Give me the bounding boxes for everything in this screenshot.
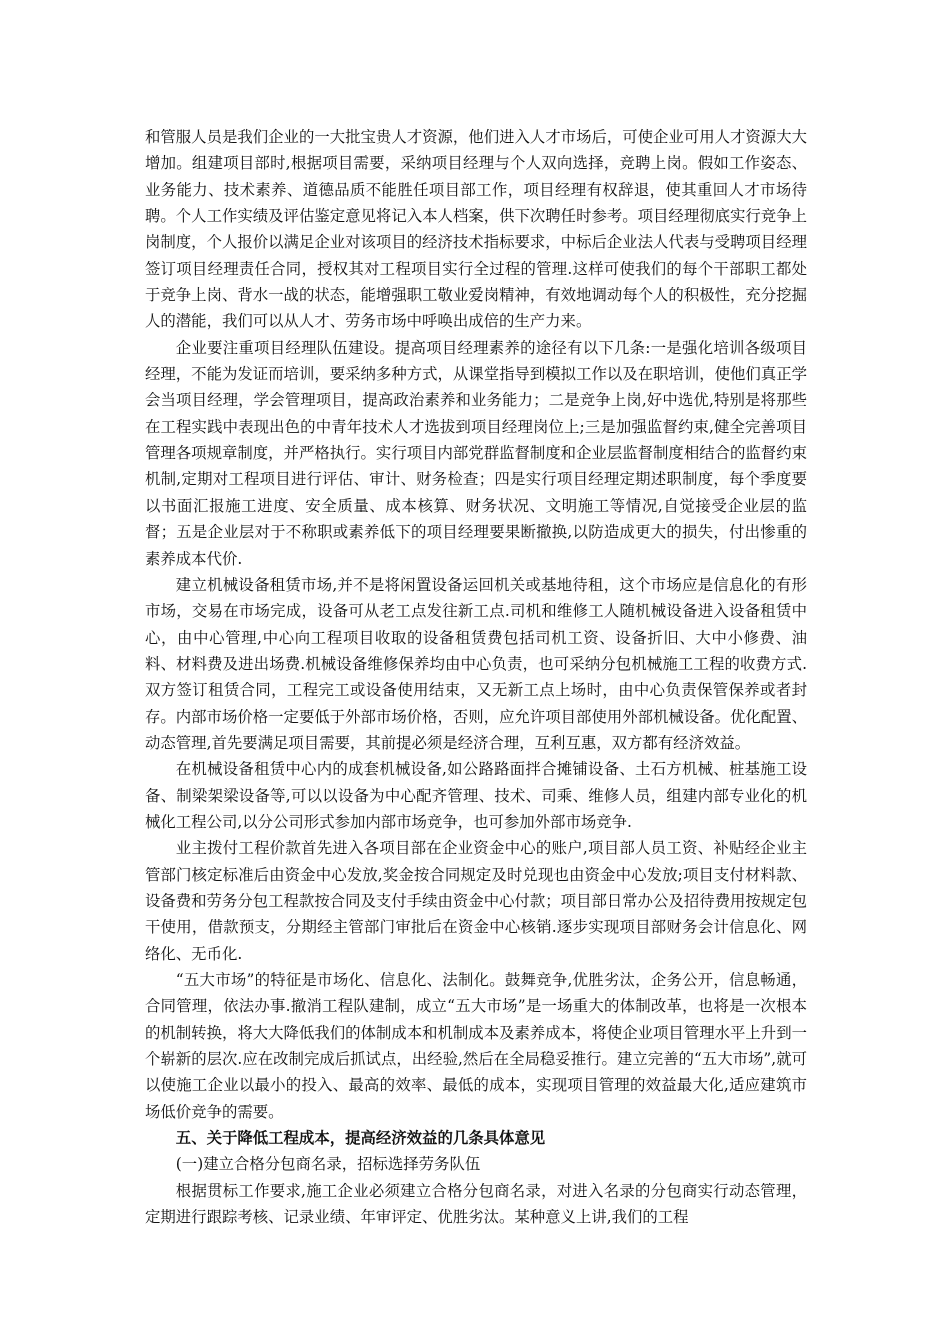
paragraph-talent-market: 和管服人员是我们企业的一大批宝贵人才资源，他们进入人才市场后，可使企业可用人才资源大大增加。组建项目部时,根据项目需要，采纳项目经理与个人双向选择，竞聘上岗。假如工作姿态、业务能力、技术素养、道德品质不能胜任项目部工作，项目经理有权辞退，使其重回人才市场待聘。个人工作实绩及评估鉴定意见将记入本人档案，供下次聘任时参考。项目经理彻底实行竞争上岗制度，个人报价以满足企业对该项目的经济技术指标要求，中标后企业法人代表与受聘项目经理签订项目经理责任合同，授权其对工程项目实行全过程的管理.这样可使我们的每个干部职工都处于竞争上岗、背水一战的状态，能增强职工敬业爱岗精神，有效地调动每个人的积极性，充分挖掘人的潜能，我们可以从人才、劳务市场中呼唤出成倍的生产力来。 — [145, 128, 807, 331]
paragraph-fund-center: 业主拨付工程价款首先进入各项目部在企业资金中心的账户,项目部人员工资、补贴经企业主管部门核定标准后由资金中心发放,奖金按合同规定及时兑现也由资金中心发放;项目支付材料款、设备费和劳务分包工程款按合同及支付手续由资金中心付款；项目部日常办公及招待费用按规定包干使用，借款预支，分期经主管部门审批后在资金中心核销.逐步实现项目部财务会计信息化、网络化、无币化. — [145, 839, 807, 963]
subsection-heading: (一)建立合格分包商名录，招标选择劳务队伍 — [175, 1155, 481, 1174]
paragraph-five-markets: “五大市场”的特征是市场化、信息化、法制化。鼓舞竞争,优胜劣汰，企务公开，信息畅通，合同管理，依法办事.撤消工程队建制，成立“五大市场”是一场重大的体制改革，也将是一次根本的机制转换，将大大降低我们的体制成本和机制成本及素养成本，将使企业项目管理水平上升到一个崭新的层次.应在改制完成后抓试点，出经验,然后在全局稳妥推行。建立完善的“五大市场”,就可以使施工企业以最小的投入、最高的效率、最低的成本，实现项目管理的效益最大化,适应建筑市场低价竞争的需要。 — [145, 971, 807, 1121]
paragraph-project-manager: 企业要注重项目经理队伍建设。提高项目经理素养的途径有以下几条:一是强化培训各级项目经理，不能为发证而培训，要采纳多种方式，从课堂指导到模拟工作以及在职培训，使他们真正学会当项目经理，学会管理项目，提高政治素养和业务能力；二是竞争上岗,好中选优,特别是将那些在工程实践中表现出色的中青年技术人才选拔到项目经理岗位上;三是加强监督约束,健全完善项目管理各项规章制度，并严格执行。实行项目内部党群监督制度和企业层监督制度相结合的监督约束机制,定期对工程项目进行评估、审计、财务检查；四是实行项目经理定期述职制度，每个季度要以书面汇报施工进度、安全质量、成本核算、财务状况、文明施工等情况,自觉接受企业层的监督；五是企业层对于不称职或素养低下的项目经理要果断撤换,以防造成更大的损失，付出惨重的素养成本代价. — [145, 338, 807, 568]
section-heading: 五、关于降低工程成本，提高经济效益的几条具体意见 — [175, 1129, 546, 1148]
paragraph-machinery-company: 在机械设备租赁中心内的成套机械设备,如公路路面拌合摊铺设备、土石方机械、桩基施工设备、制梁架梁设备等,可以以设备为中心配齐管理、技术、司乘、维修人员，组建内部专业化的机械化工程公司,以分公司形式参加内部市场竞争，也可参加外部市场竞争. — [145, 760, 807, 831]
paragraph-equipment-leasing: 建立机械设备租赁市场,并不是将闲置设备运回机关或基地待租，这个市场应是信息化的有形市场，交易在市场完成，设备可从老工点发往新工点.司机和维修工人随机械设备进入设备租赁中心，由中心管理,中心向工程项目收取的设备租赁费包括司机工资、设备折旧、大中小修费、油料、材料费及进出场费.机械设备维修保养均由中心负责，也可采纳分包机械施工工程的收费方式.双方签订租赁合同，工程完工或设备使用结束，又无新工点上场时，由中心负责保管保养或者封存。内部市场价格一定要低于外部市场价格，否则，应允许项目部使用外部机械设备。优化配置、动态管理,首先要满足项目需要，其前提必须是经济合理，互利互惠，双方都有经济效益。 — [145, 575, 807, 752]
paragraph-subcontractor-list: 根据贯标工作要求,施工企业必须建立合格分包商名录，对进入名录的分包商实行动态管理，定期进行跟踪考核、记录业绩、年审评定、优胜劣汰。某种意义上讲,我们的工程 — [145, 1181, 807, 1227]
document-page — [145, 124, 807, 1230]
